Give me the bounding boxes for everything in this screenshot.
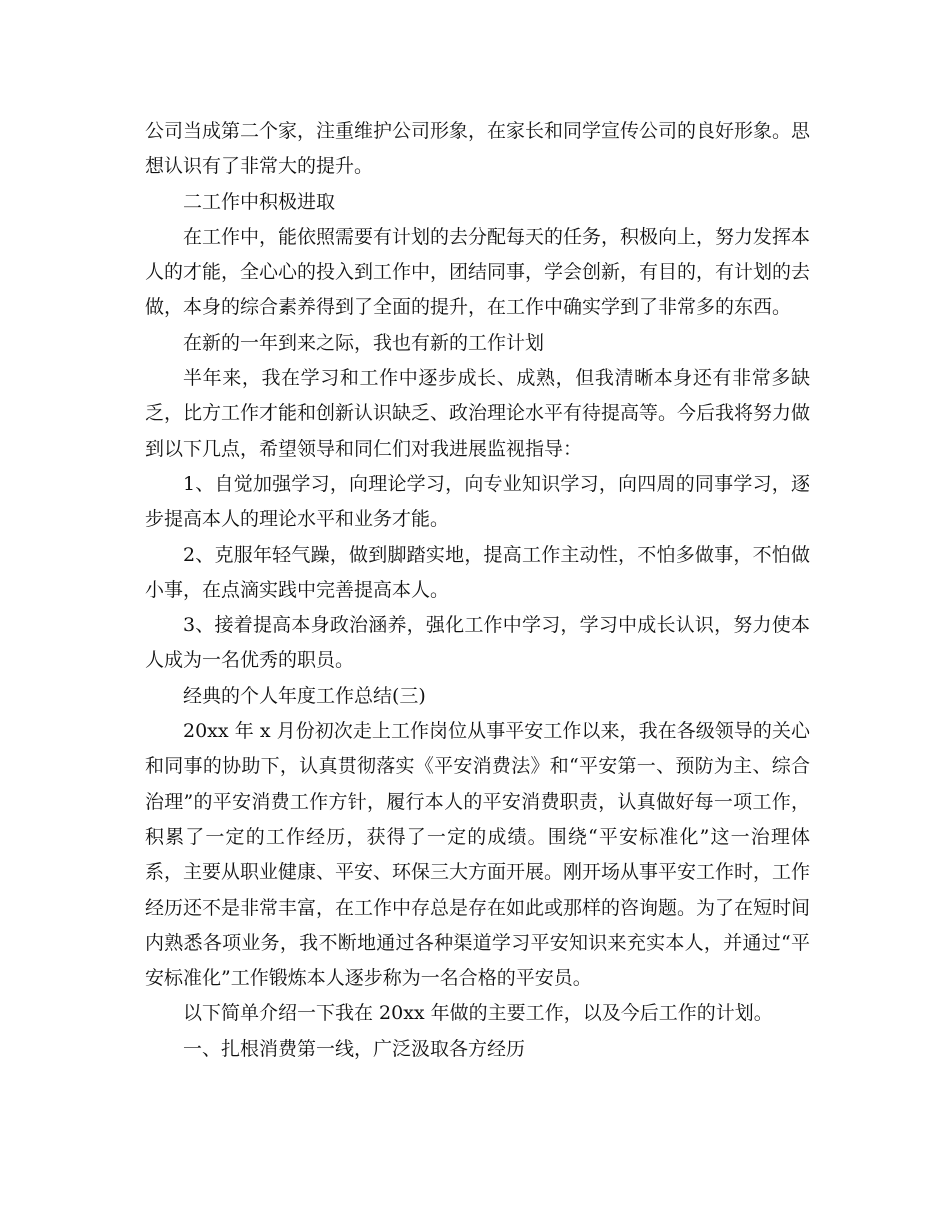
- paragraph: 在工作中，能依照需要有计划的去分配每天的任务，积极向上，努力发挥本人的才能，全心心的投入到工作中，团结同事，学会创新，有目的，有计划的去做，本身的综合素养得到了全面的提升，在工作中确实学到了非常多的东西。: [145, 225, 811, 319]
- paragraph-continuation: 公司当成第二个家，注重维护公司形象，在家长和同学宣传公司的良好形象。思想认识有了非常大的提升。: [145, 120, 811, 178]
- paragraph: 20xx 年 x 月份初次走上工作岗位从事平安工作以来，我在各级领导的关心和同事的协助下，认真贯彻落实《平安消费法》和“平安第一、预防为主、综合治理”的平安消费工作方针，履行本人的平安消费职责，认真做好每一项工作，积累了一定的工作经历，获得了一定的成绩。围绕“平安标准化”这一治理体系，主要从职业健康、平安、环保三大方面开展。刚开场从事平安工作时，工作经历还不是非常丰富，在工作中存总是存在如此或那样的咨询题。为了在短时间内熟悉各项业务，我不断地通过各种渠道学习平安知识来充实本人，并通过“平安标准化”工作锻炼本人逐步称为一名合格的平安员。: [145, 720, 811, 990]
- paragraph: 半年来，我在学习和工作中逐步成长、成熟，但我清晰本身还有非常多缺乏，比方工作才能和创新认识缺乏、政治理论水平有待提高等。今后我将努力做到以下几点，希望领导和同仁们对我进展监视指导：: [145, 367, 811, 460]
- section-heading: 二工作中积极进取: [183, 190, 336, 213]
- document-body: [145, 114, 810, 1067]
- paragraph: 以下简单介绍一下我在 20xx 年做的主要工作，以及今后工作的计划。: [183, 1002, 773, 1025]
- list-item-1: 1、自觉加强学习，向理论学习，向专业知识学习，向四周的同事学习，逐步提高本人的理论水平和业务才能。: [145, 472, 810, 531]
- section-heading: 在新的一年到来之际，我也有新的工作计划: [183, 331, 545, 354]
- section-heading: 一、扎根消费第一线，广泛汲取各方经历: [183, 1037, 526, 1060]
- document-subtitle: 经典的个人年度工作总结(三): [183, 684, 426, 707]
- list-item-2: 2、克服年轻气躁，做到脚踏实地，提高工作主动性，不怕多做事，不怕做小事，在点滴实践中完善提高本人。: [145, 543, 810, 601]
- list-item-3: 3、接着提高本身政治涵养，强化工作中学习，学习中成长认识，努力使本人成为一名优秀的职员。: [145, 614, 810, 672]
